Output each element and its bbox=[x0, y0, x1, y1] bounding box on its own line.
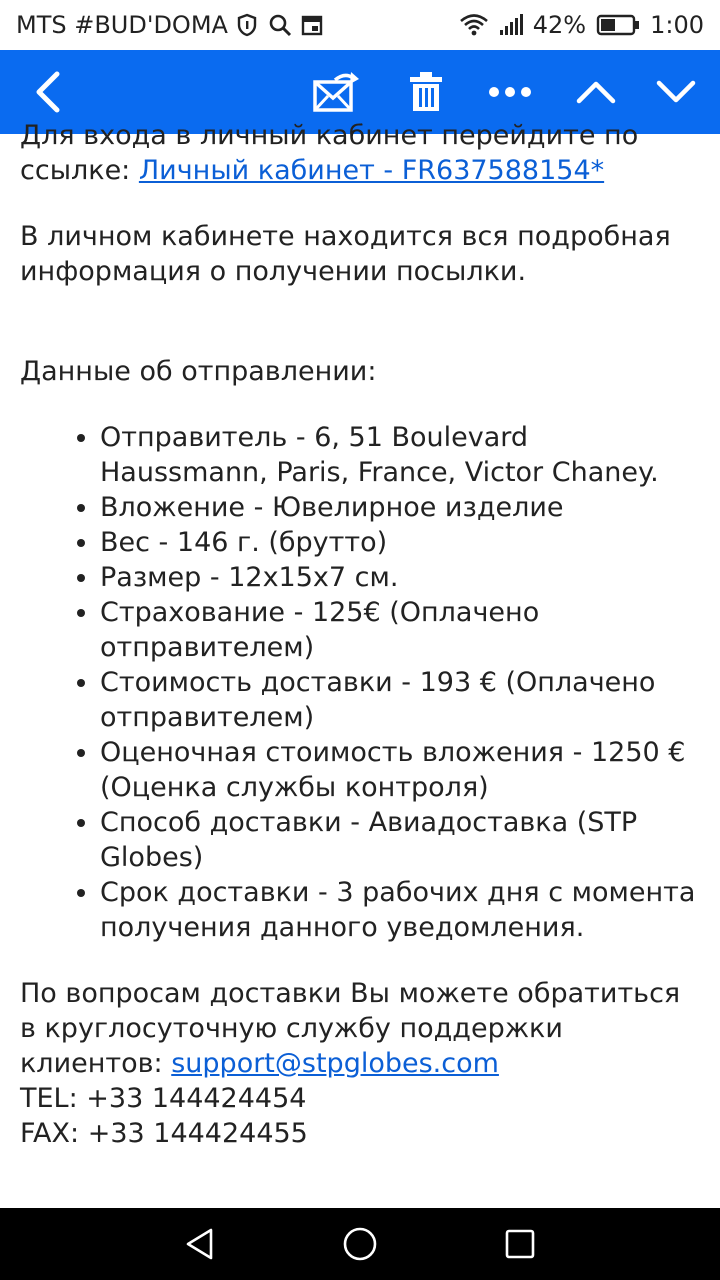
clock: 1:00 bbox=[650, 11, 704, 39]
cabinet-link[interactable]: Личный кабинет - FR637588154* bbox=[138, 155, 605, 186]
list-item: • Размер - 12x15x7 см. bbox=[100, 560, 700, 595]
previous-icon bbox=[576, 80, 616, 104]
battery-icon bbox=[596, 13, 640, 37]
intro-paragraph bbox=[20, 118, 700, 188]
list-item: • Оценочная стоимость вложения - 1250 € (Оценка службы контроля) bbox=[100, 735, 700, 805]
trash-icon bbox=[408, 71, 444, 113]
system-nav-bar bbox=[0, 1208, 720, 1280]
calendar-icon bbox=[300, 13, 324, 37]
nav-back-icon bbox=[183, 1227, 217, 1261]
details-list bbox=[20, 420, 700, 945]
info-paragraph: В личном кабинете находится вся подробная информация о получении посылки. bbox=[20, 221, 671, 287]
next-icon bbox=[656, 80, 696, 104]
support-text: По вопросам доставки Вы можете обратиться в круглосуточную службу поддержки клиентов: bbox=[20, 978, 681, 1079]
nav-recents-icon bbox=[504, 1228, 536, 1260]
support-paragraph bbox=[20, 976, 700, 1081]
details-heading: Данные об отправлении: bbox=[20, 356, 377, 387]
move-mail-icon bbox=[311, 70, 361, 114]
more-icon bbox=[488, 86, 532, 98]
list-item: • Вложение - Ювелирное изделие bbox=[100, 490, 700, 525]
nav-recents-button[interactable] bbox=[480, 1208, 560, 1280]
phone-line: TEL: +33 144424454 bbox=[20, 1083, 307, 1114]
battery-percent: 42% bbox=[532, 11, 587, 39]
intro-text: Для входа в личный кабинет перейдите по ссылке: bbox=[20, 120, 639, 186]
nav-home-icon bbox=[342, 1226, 378, 1262]
list-item: • Способ доставки - Авиадоставка (STP Globes) bbox=[100, 805, 700, 875]
signal-icon bbox=[499, 13, 523, 37]
back-icon bbox=[33, 70, 63, 114]
list-item: • Страхование - 125€ (Оплачено отправителем) bbox=[100, 595, 700, 665]
nav-home-button[interactable] bbox=[320, 1208, 400, 1280]
wifi-icon bbox=[459, 13, 489, 37]
status-bar bbox=[0, 0, 720, 50]
search-icon bbox=[268, 13, 292, 37]
carrier-label: MTS #BUD'DOMA bbox=[16, 11, 228, 39]
nav-back-button[interactable] bbox=[160, 1208, 240, 1280]
list-item: • Стоимость доставки - 193 € (Оплачено отправителем) bbox=[100, 665, 700, 735]
list-item: • Срок доставки - 3 рабочих дня с момента получения данного уведомления. bbox=[100, 875, 700, 945]
shield-icon bbox=[236, 13, 260, 37]
fax-line: FAX: +33 144424455 bbox=[20, 1118, 308, 1149]
list-item: • Вес - 146 г. (брутто) bbox=[100, 525, 700, 560]
support-email-link[interactable]: support@stpglobes.com bbox=[171, 1048, 499, 1079]
list-item: • Отправитель - 6, 51 Boulevard Haussmann, Paris, France, Victor Chaney. bbox=[100, 420, 700, 490]
email-body[interactable] bbox=[0, 120, 720, 1208]
